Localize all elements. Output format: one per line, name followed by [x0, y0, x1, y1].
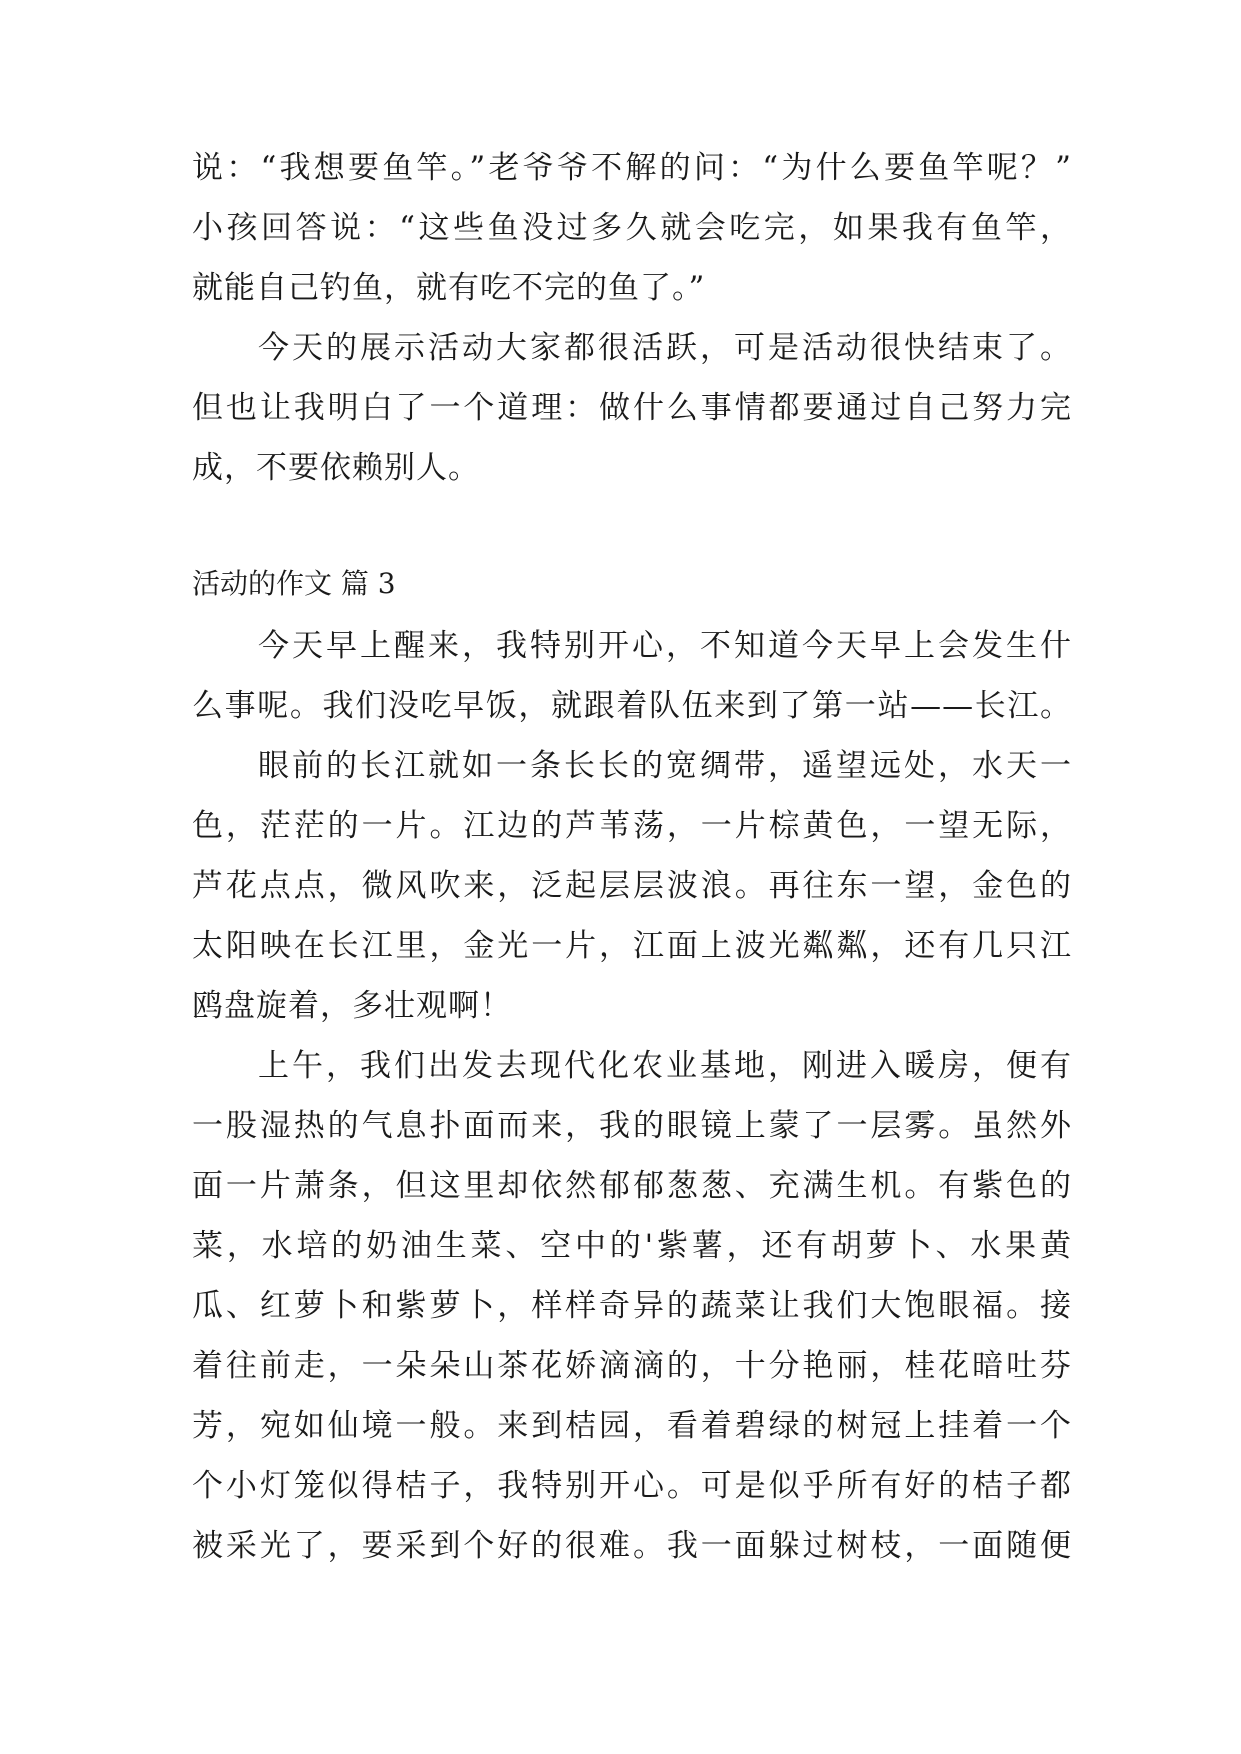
text-line: 今天早上醒来，我特别开心，不知道今天早上会发生什	[258, 628, 1072, 664]
text-line: 上午，我们出发去现代化农业基地，刚进入暖房，便有	[258, 1048, 1072, 1084]
text-line: 就能自己钓鱼，就有吃不完的鱼了。”	[192, 270, 706, 306]
text-line: 么事呢。我们没吃早饭，就跟着队伍来到了第一站——长江。	[192, 688, 1072, 724]
text-line: 鸥盘旋着，多壮观啊！	[192, 988, 512, 1024]
text-line: 着往前走，一朵朵山茶花娇滴滴的，十分艳丽，桂花暗吐芬	[192, 1348, 1072, 1384]
text-line: 被采光了，要采到个好的很难。我一面躲过树枝，一面随便	[192, 1528, 1072, 1564]
text-line: 芳，宛如仙境一般。来到桔园，看着碧绿的树冠上挂着一个	[192, 1408, 1072, 1444]
text-line: 说：“我想要鱼竿。”老爷爷不解的问：“为什么要鱼竿呢？”	[192, 150, 1072, 186]
text-line: 小孩回答说：“这些鱼没过多久就会吃完，如果我有鱼竿，	[192, 210, 1072, 246]
text-line: 一股湿热的气息扑面而来，我的眼镜上蒙了一层雾。虽然外	[192, 1108, 1072, 1144]
text-line: 瓜、红萝卜和紫萝卜，样样奇异的蔬菜让我们大饱眼福。接	[192, 1288, 1072, 1324]
text-line: 但也让我明白了一个道理：做什么事情都要通过自己努力完	[192, 390, 1072, 426]
text-line: 太阳映在长江里，金光一片，江面上波光粼粼，还有几只江	[192, 928, 1072, 964]
text-line: 芦花点点，微风吹来，泛起层层波浪。再往东一望，金色的	[192, 868, 1072, 904]
text-line: 眼前的长江就如一条长长的宽绸带，遥望远处，水天一	[258, 748, 1072, 784]
text-line: 今天的展示活动大家都很活跃，可是活动很快结束了。	[258, 330, 1072, 366]
text-line: 色，茫茫的一片。江边的芦苇荡，一片棕黄色，一望无际，	[192, 808, 1072, 844]
text-line: 成，不要依赖别人。	[192, 450, 480, 486]
text-line: 菜，水培的奶油生菜、空中的'紫薯，还有胡萝卜、水果黄	[192, 1228, 1072, 1264]
section-heading: 活动的作文 篇 3	[192, 567, 396, 600]
text-line: 面一片萧条，但这里却依然郁郁葱葱、充满生机。有紫色的	[192, 1168, 1072, 1204]
text-line: 个小灯笼似得桔子，我特别开心。可是似乎所有好的桔子都	[192, 1468, 1072, 1504]
